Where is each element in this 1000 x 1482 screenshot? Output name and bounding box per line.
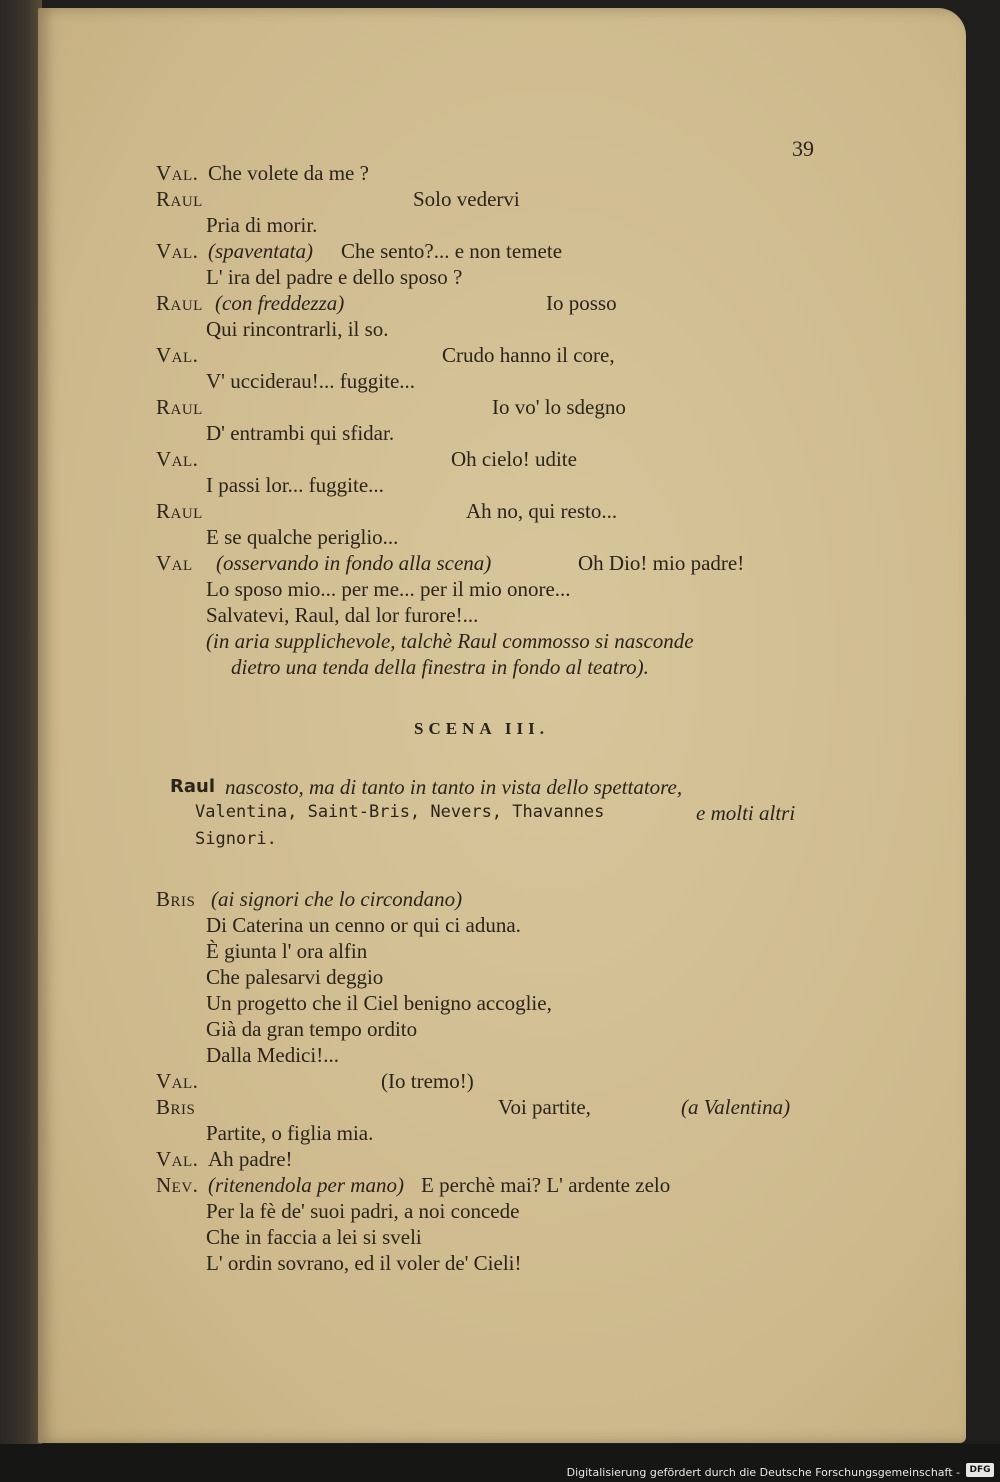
speaker: Val. bbox=[156, 447, 199, 471]
speaker: Raul bbox=[156, 395, 203, 419]
verse: E perchè mai? L' ardente zelo bbox=[421, 1173, 671, 1197]
verse: Di Caterina un cenno or qui ci aduna. bbox=[206, 913, 521, 937]
verse: Per la fè de' suoi padri, a noi concede bbox=[206, 1199, 520, 1223]
scene-heading: SCENA III. bbox=[414, 719, 550, 738]
verse: Già da gran tempo ordito bbox=[206, 1017, 418, 1041]
character-name: Raul bbox=[170, 776, 215, 797]
book-spine bbox=[0, 0, 42, 1482]
verse: (Io tremo!) bbox=[381, 1069, 474, 1093]
speaker: Raul bbox=[156, 187, 203, 211]
speaker: Val bbox=[156, 551, 193, 575]
verse: Voi partite, bbox=[498, 1095, 591, 1119]
verse: Oh Dio! mio padre! bbox=[578, 551, 745, 575]
verse: Crudo hanno il core, bbox=[442, 343, 615, 367]
stage-direction: (osservando in fondo alla scena) bbox=[216, 551, 492, 575]
verse: È giunta l' ora alfin bbox=[206, 939, 368, 963]
dfg-logo: DFG bbox=[966, 1463, 994, 1477]
speaker: Val. bbox=[156, 161, 199, 185]
stage-direction: dietro una tenda della finestra in fondo al teatro). bbox=[231, 655, 649, 679]
book-page bbox=[38, 8, 966, 1443]
verse: Un progetto che il Ciel benigno accoglie, bbox=[206, 991, 552, 1015]
verse: L' ira del padre e dello sposo ? bbox=[206, 265, 463, 289]
stage-direction: (a Valentina) bbox=[681, 1095, 791, 1119]
stage-direction: (ritenendola per mano) bbox=[208, 1173, 404, 1197]
character-list: Signori. bbox=[195, 829, 277, 849]
character-list: Valentina, Saint-Bris, Nevers, Thavannes bbox=[195, 802, 605, 822]
page-number: 39 bbox=[792, 136, 814, 161]
verse: Salvatevi, Raul, dal lor furore!... bbox=[206, 603, 479, 627]
digitization-footer bbox=[0, 1444, 1000, 1482]
speaker: Val. bbox=[156, 343, 199, 367]
verse: Solo vedervi bbox=[413, 187, 520, 211]
stage-direction: e molti altri bbox=[696, 801, 796, 825]
speaker: Val. bbox=[156, 1147, 199, 1171]
verse: E se qualche periglio... bbox=[206, 525, 399, 549]
speaker: Val. bbox=[156, 1069, 199, 1093]
speaker: Val. bbox=[156, 239, 199, 263]
verse: Che palesarvi deggio bbox=[206, 965, 384, 989]
speaker: Raul bbox=[156, 291, 203, 315]
verse: Partite, o figlia mia. bbox=[206, 1121, 374, 1145]
speaker: Bris bbox=[156, 887, 196, 911]
verse: Oh cielo! udite bbox=[451, 447, 577, 471]
verse: Che sento?... e non temete bbox=[341, 239, 563, 263]
verse: Che volete da me ? bbox=[208, 161, 369, 185]
verse: Lo sposo mio... per me... per il mio onore... bbox=[206, 577, 571, 601]
stage-direction: (ai signori che lo circondano) bbox=[211, 887, 463, 911]
funding-notice: Digitalisierung gefördert durch die Deutsche Forschungsgemeinschaft - bbox=[566, 1466, 960, 1479]
speaker: Raul bbox=[156, 499, 203, 523]
verse: Io vo' lo sdegno bbox=[492, 395, 626, 419]
verse: Ah padre! bbox=[208, 1147, 293, 1171]
verse: Io posso bbox=[546, 291, 617, 315]
verse: D' entrambi qui sfidar. bbox=[206, 421, 395, 445]
verse: Ah no, qui resto... bbox=[466, 499, 618, 523]
verse: Pria di morir. bbox=[206, 213, 318, 237]
stage-direction: (con freddezza) bbox=[215, 291, 345, 315]
verse: Dalla Medici!... bbox=[206, 1043, 339, 1067]
stage-direction: (spaventata) bbox=[208, 239, 313, 263]
speaker: Nev. bbox=[156, 1173, 199, 1197]
speaker: Bris bbox=[156, 1095, 196, 1119]
verse: V' ucciderau!... fuggite... bbox=[206, 369, 416, 393]
stage-direction: nascosto, ma di tanto in tanto in vista dello spettatore, bbox=[225, 775, 683, 799]
verse: Qui rincontrarli, il so. bbox=[206, 317, 389, 341]
verse: L' ordin sovrano, ed il voler de' Cieli! bbox=[206, 1251, 522, 1275]
verse: I passi lor... fuggite... bbox=[206, 473, 384, 497]
verse: Che in faccia a lei si sveli bbox=[206, 1225, 422, 1249]
stage-direction: (in aria supplichevole, talchè Raul commosso si nasconde bbox=[206, 629, 694, 653]
